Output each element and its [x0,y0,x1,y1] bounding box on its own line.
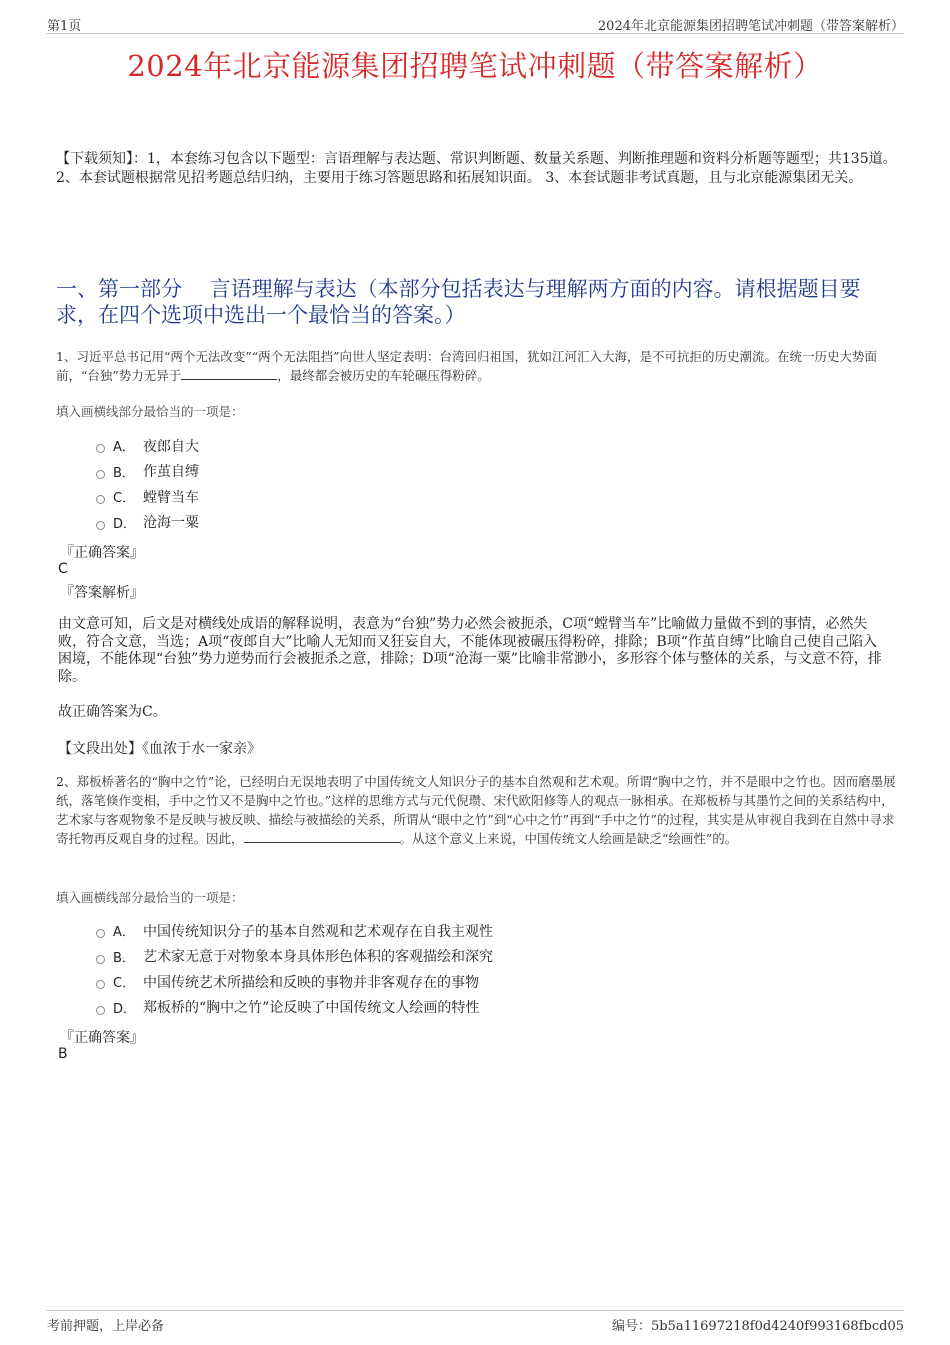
analysis-label: 『答案解析』 [60,585,144,601]
option-a[interactable]: A． 夜郎自大 [96,433,199,459]
analysis-conclusion: 故正确答案为C。 [58,704,167,720]
radio-icon[interactable] [96,521,105,530]
radio-icon[interactable] [96,495,105,504]
option-d[interactable]: D． 郑板桥的“胸中之竹”论反映了中国传统文人绘画的特性 [96,995,493,1021]
option-a[interactable]: A． 中国传统知识分子的基本自然观和艺术观存在自我主观性 [96,918,493,944]
document-id: 编号：5b5a11697218f0d4240f993168fbcd05 [612,1319,904,1334]
question-2-options [96,918,493,1020]
document-title: 2024年北京能源集团招聘笔试冲刺题（带答案解析） [127,49,823,83]
radio-icon[interactable] [96,955,105,964]
option-c[interactable]: C． 螳臂当车 [96,484,199,510]
correct-answer: B [58,1046,68,1062]
option-b[interactable]: B． 艺术家无意于对物象本身具体形色体积的客观描绘和深究 [96,944,493,970]
page-number: 第1页 [47,19,82,34]
answer-blank [181,367,277,380]
radio-icon[interactable] [96,1006,105,1015]
question-1-options [96,433,199,535]
radio-icon[interactable] [96,980,105,989]
option-d[interactable]: D． 沧海一粟 [96,510,199,536]
radio-icon[interactable] [96,444,105,453]
header-divider [46,33,904,34]
correct-answer: C [58,561,68,577]
option-b[interactable]: B． 作茧自缚 [96,459,199,485]
section-heading: 一、第一部分 言语理解与表达（本部分包括表达与理解两方面的内容。请根据题目要求，在四个选项中选出一个最恰当的答案。） [56,277,861,327]
radio-icon[interactable] [96,470,105,479]
correct-answer-label: 『正确答案』 [60,1030,144,1046]
question-2-stem: 2、郑板桥著名的“胸中之竹”论，已经明白无误地表明了中国传统文人知识分子的基本自然观和艺术观。所谓“胸中之竹，并不是眼中之竹也。因而磨墨展纸，落笔倏作变相，手中之竹又不是胸中之竹也。”这样的思维方式与元代倪瓒、宋代欧阳修等人的观点一脉相承。在郑板桥与其墨竹之间的关系结构中，艺术家与客观物象不是反映与被反映、描绘与被描绘的关系，所谓从“眼中之竹”到“心中之竹”再到“手中之竹”的过程，其实是从审视自我到在自然中寻求寄托物再反观自身的过程。因此， 。从这个意义上来说，中国传统文人绘画是缺乏“绘画性”的。 [56,774,896,846]
answer-blank [244,830,400,843]
running-header-title: 2024年北京能源集团招聘笔试冲刺题（带答案解析） [597,19,904,34]
question-1-prompt: 填入画横线部分最恰当的一项是： [56,404,244,419]
radio-icon[interactable] [96,929,105,938]
download-notice: 【下载须知】：1，本套练习包含以下题型：言语理解与表达题、常识判断题、数量关系题、判断推理题和资料分析题等题型；共135道。 2、本套试题根据常见招考题总结归纳，主要用于练习答题思路和拓展知识面。 3、本套试题非考试真题，且与北京能源集团无关。 [56,151,897,186]
passage-source: 【文段出处】《血浓于水一家亲》 [58,741,261,757]
correct-answer-label: 『正确答案』 [60,545,144,561]
question-2-prompt: 填入画横线部分最恰当的一项是： [56,890,244,905]
analysis-text: 由文意可知，后文是对横线处成语的解释说明，表意为“台独”势力必然会被扼杀，C项“螳臂当车”比喻做力量做不到的事情，必然失败，符合文意，当选；A项“夜郎自大”比喻人无知而又狂妄自大，不能体现被碾压得粉碎，排除；B项“作茧自缚”比喻自己使自己陷入困境，不能体现“台独”势力逆势而行会被扼杀之意，排除；D项“沧海一粟”比喻非常渺小，多形容个体与整体的关系，与文意不符，排除。 [58,616,882,685]
footer-divider [46,1310,904,1311]
question-1-stem: 1、习近平总书记用“两个无法改变”“两个无法阻挡”向世人坚定表明：台湾回归祖国，犹如江河汇入大海，是不可抗拒的历史潮流。在统一历史大势面前，“台独”势力无异于 ，最终都会被历史的车轮碾压得粉碎。 [56,349,878,383]
option-c[interactable]: C． 中国传统艺术所描绘和反映的事物并非客观存在的事物 [96,969,493,995]
footer-slogan: 考前押题，上岸必备 [47,1319,165,1334]
